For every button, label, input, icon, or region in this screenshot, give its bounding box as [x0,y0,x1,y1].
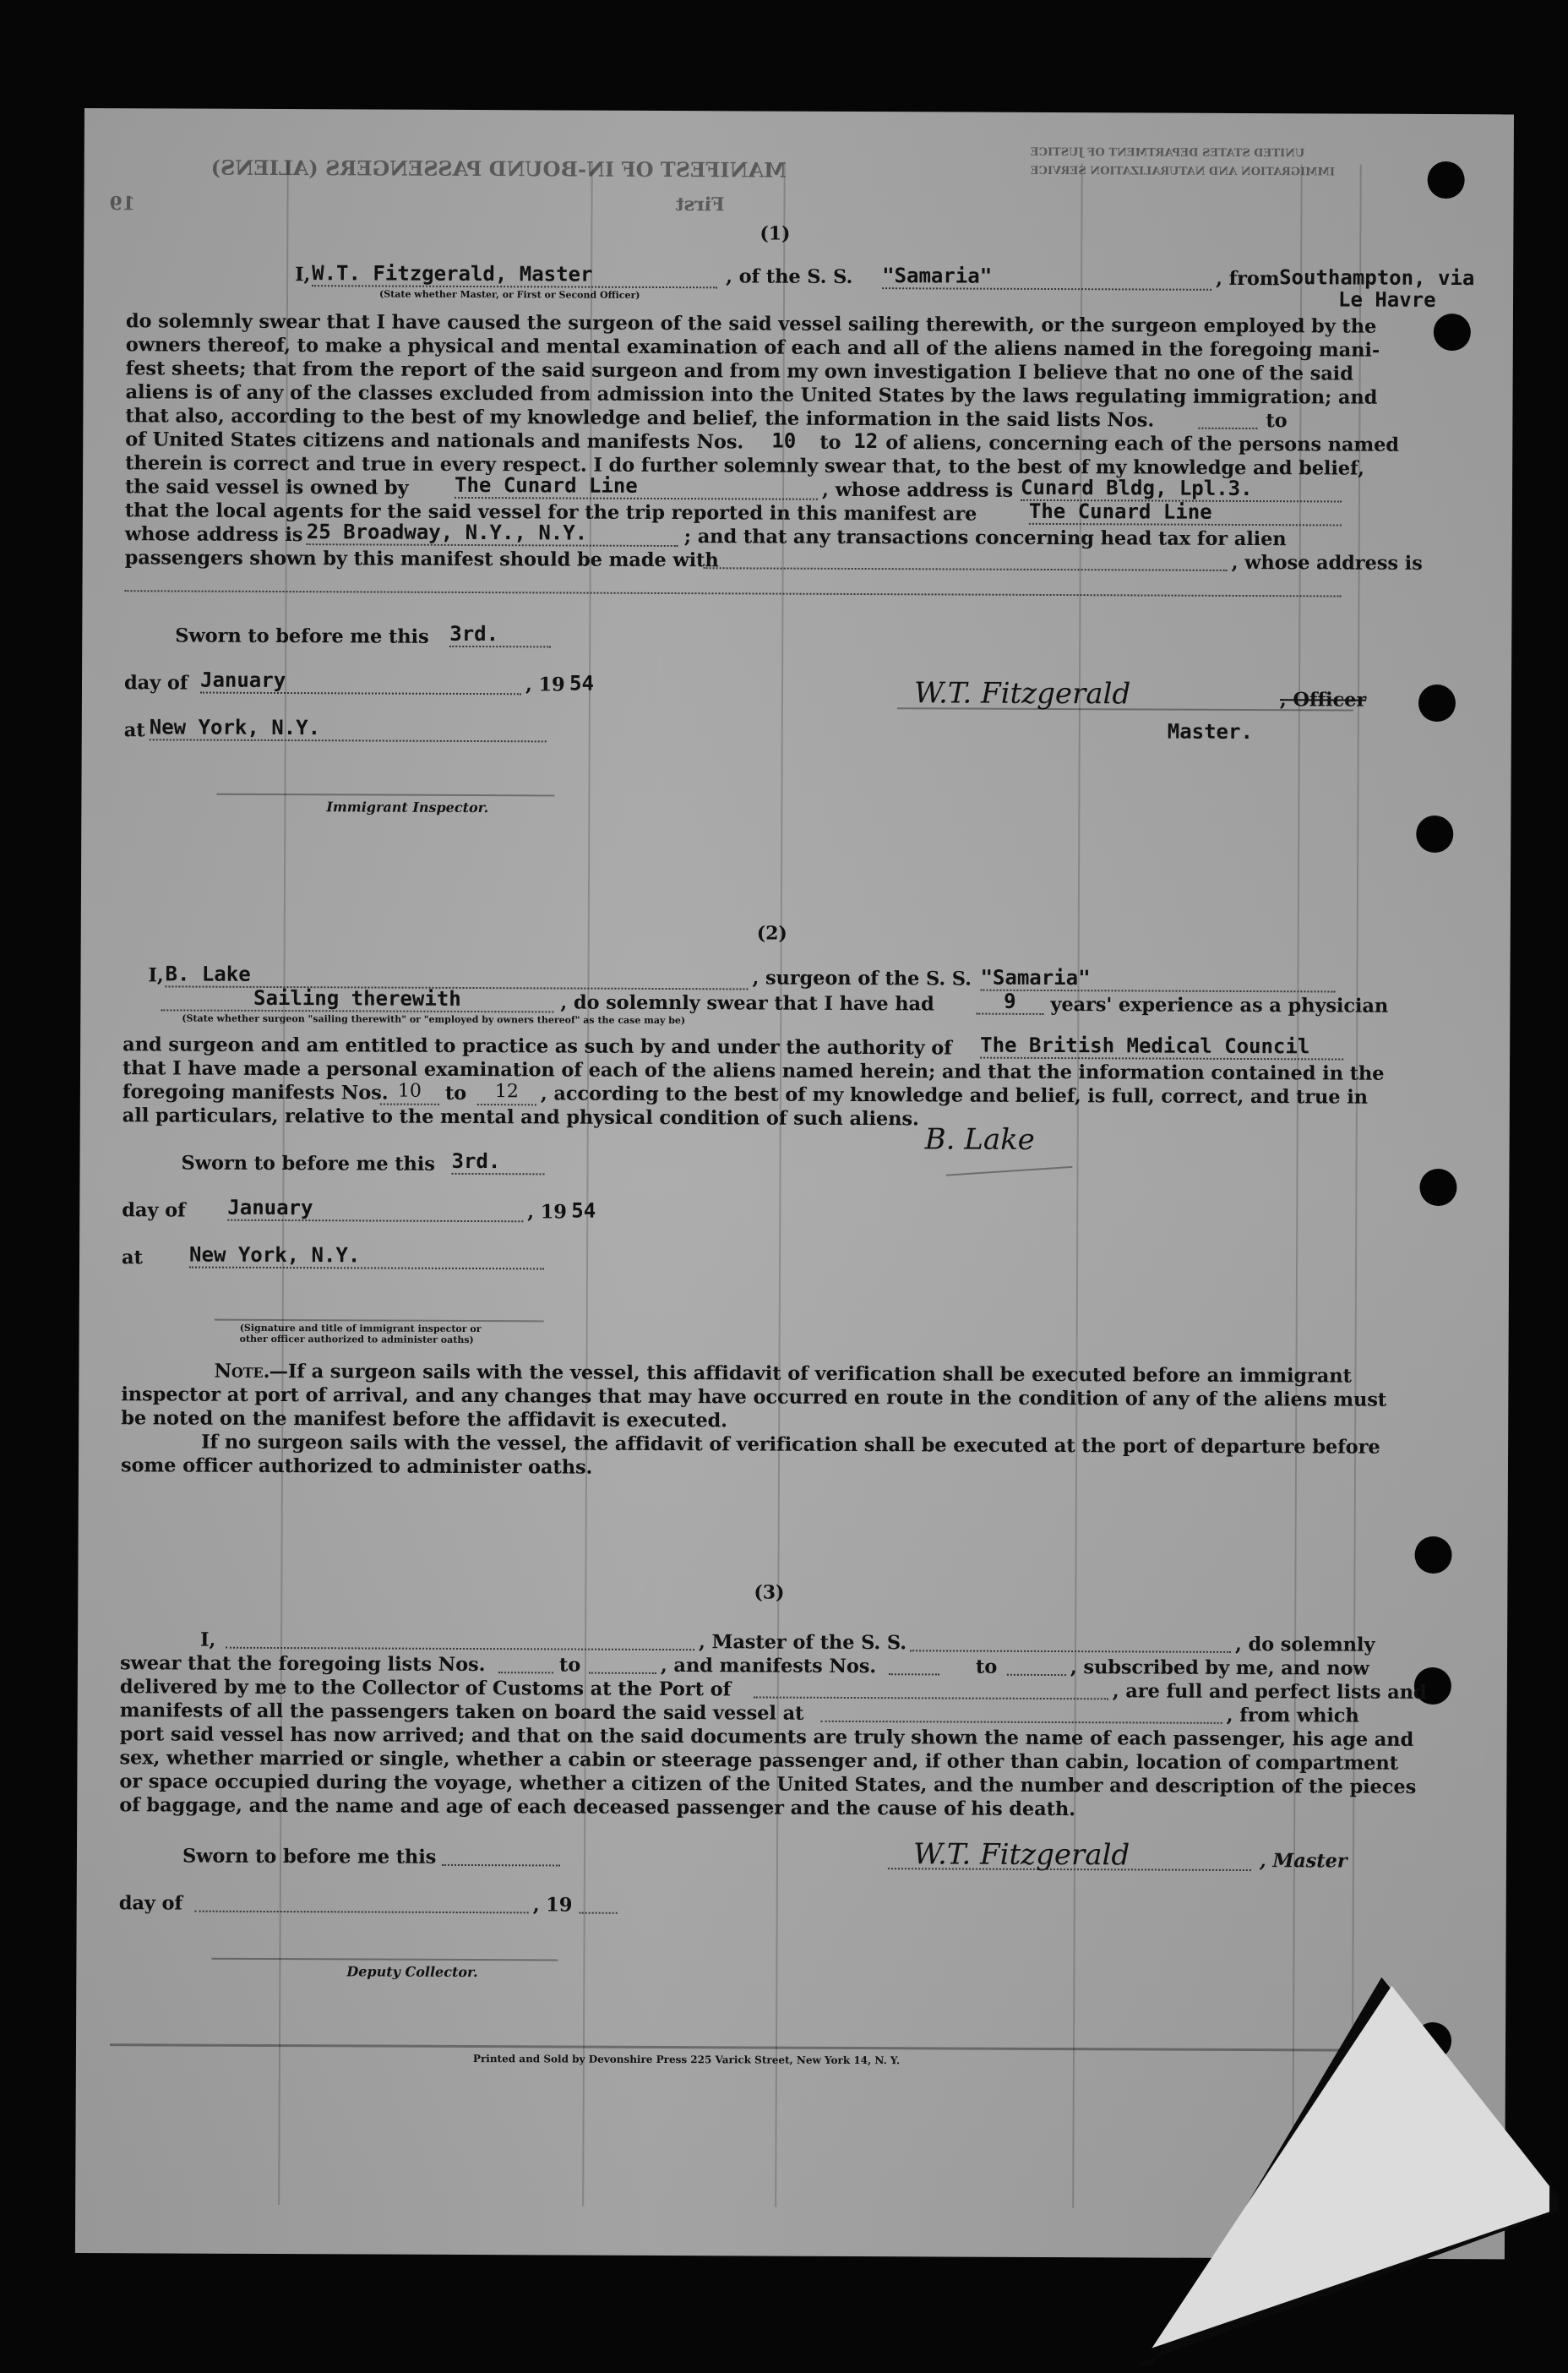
s1-master-name: W.T. Fitzgerald, Master [312,261,717,288]
s2-at-label: at [122,1247,143,1269]
s3-from-which: , from which [1226,1704,1359,1727]
s2-surgeon-name: B. Lake [165,962,748,990]
s1-para-line-7: therein is correct and true in every respect. I do further solemnly swear that, to the best of my knowledge and belief, [125,452,1364,480]
footer-rule [110,2043,1360,2051]
s1-manifest-from: 10 [771,428,797,453]
s2-day-of-label: day of [122,1199,186,1222]
s3-manifests-to-blank [1007,1657,1066,1676]
section-3-number: (3) [754,1581,785,1604]
s3-perfect-lists: , are full and perfect lists and [1112,1680,1427,1704]
s1-owner: The Cunard Line [455,473,818,500]
s2-note-line-5: some officer authorized to administer oaths. [120,1454,593,1479]
s1-agents-label: that the local agents for the said vessel for the trip reported in this manifest are [124,499,977,526]
s3-year-label: , 19 [532,1894,573,1917]
punch-hole [1428,161,1465,199]
s1-para-line-2: owners thereof, to make a physical and mental examination of each and all of the aliens named in the foregoing mani- [125,334,1380,362]
s1-head-tax-label: passengers shown by this manifest should be made with [124,547,719,572]
s1-lists-to: to [1266,410,1288,433]
s1-year-label: , 19 [525,674,565,696]
mirrored-service: IMMIGRATION AND NATURALIZATION SERVICE [1030,164,1335,179]
mirrored-dept: UNITED STATES DEPARTMENT OF JUSTICE [1030,145,1305,161]
s2-years: 9 [976,990,1043,1015]
s3-master-label: , Master [1259,1850,1348,1873]
s1-para-line-5: that also, according to the best of my knowledge and belief, the information in the said lists Nos. [125,405,1155,432]
s2-surgeon-of-label: , surgeon of the S. S. [752,967,972,990]
footer-printer: Printed and Sold by Devonshire Press 225 Varick Street, New York 14, N. Y. [472,2053,901,2067]
punch-hole [1418,685,1456,722]
s2-i-label: I, [148,964,164,987]
section-2-number: (2) [756,922,787,945]
s2-para-line-2: that I have made a personal examination of each of the aliens named herein; and that the information contained in the [122,1057,1385,1085]
s3-master-blank [226,1630,694,1650]
punch-hole [1414,1536,1451,1574]
mirrored-manifest-title: MANIFEST OF IN-BOUND PASSENGERS (ALIENS) [210,155,787,183]
s3-lists-label: swear that the foregoing lists Nos. [119,1652,486,1677]
s3-taken-on-blank [821,1704,1222,1724]
s3-solemnly: , do solemnly [1235,1633,1375,1656]
s2-year: 54 [571,1198,596,1223]
s1-head-tax-blank [704,548,1228,571]
s1-at-label: at [123,719,145,742]
s1-whose-address: , whose address is [1231,551,1423,575]
s2-note-line-4: If no surgeon sails with the vessel, the affidavit of verification shall be executed at the port of departure before [201,1431,1380,1459]
s3-lists-from-blank [498,1655,553,1673]
s3-master-of-label: , Master of the S. S. [699,1631,907,1655]
s3-collector-caption: Deputy Collector. [346,1963,478,1981]
s1-from-port: Southampton, via [1279,265,1475,291]
manifest-sheet [75,108,1514,2259]
s3-para-line-7: or space occupied during the voyage, whether a citizen of the United States, and the number and description of the pieces [119,1770,1417,1798]
s3-manifests-to-label: to [975,1656,998,1678]
s2-month: January [227,1196,523,1223]
s2-sailing-caption: (State whether surgeon "sailing therewith" or "employed by owners thereof" as the case may be) [182,1012,686,1027]
s2-para-line-3: , according to the best of my knowledge and belief, is full, correct, and true in [540,1083,1369,1109]
s2-sworn-day: 3rd. [451,1149,544,1175]
s1-from-port-2: Le Havre [1337,287,1436,312]
s1-agents: The Cunard Line [1029,499,1342,526]
s3-master-signature: W.T. Fitzgerald [912,1837,1130,1873]
mirrored-class: First [675,194,725,216]
s1-para-line-6b: of aliens, concerning each of the persons named [885,432,1400,456]
s3-day-blank [195,1894,529,1914]
s2-sworn-label: Sworn to before me this [181,1152,435,1176]
s3-manifests-label: , and manifests Nos. [660,1654,877,1678]
s2-note-line-1: —If a surgeon sails with the vessel, this affidavit of verification shall be executed before an immigrant [269,1360,1352,1388]
s1-head-tax-text: ; and that any transactions concerning head tax for alien [683,526,1287,551]
s1-master-caption: (State whether Master, or First or Second Officer) [379,288,640,301]
s2-nos-to: 12 [477,1080,536,1105]
s3-signature-line [888,1851,1251,1871]
s3-sworn-blank [442,1847,560,1867]
s1-from-label: , from [1216,267,1280,291]
s1-manifest-to: 12 [853,428,879,454]
s3-i-label: I, [200,1628,216,1651]
s2-place: New York, N.Y. [189,1243,544,1270]
mirrored-year: 19 [109,193,136,215]
s1-para-line-1: do solemnly swear that I have caused the surgeon of the said vessel sailing therewith, or the surgeon employed by the [125,310,1377,338]
s1-agents-address: 25 Broadway, N.Y., N.Y. [307,520,678,547]
s1-para-line-4: aliens is of any of the classes excluded from admission into the United States by the laws regulating immigration; and [125,381,1378,409]
s1-sworn-label: Sworn to before me this [175,625,429,648]
s2-note-line-3: be noted on the manifest before the affidavit is executed. [121,1407,728,1432]
s1-master-typed: Master. [1167,719,1254,745]
s1-inspector-caption: Immigrant Inspector. [326,799,489,816]
s3-year-blank [580,1896,618,1914]
s2-authority: The British Medical Council [980,1034,1343,1061]
s2-officer-line [215,1319,544,1323]
punch-hole [1419,1169,1456,1206]
s2-note-label: Note. [214,1360,270,1383]
s2-nos-to-label: to [444,1082,467,1105]
s2-note-line-2: inspector at port of arrival, and any changes that may have occurred en route in the condition of any of the aliens must [121,1383,1387,1411]
s1-master-signature: W.T. Fitzgerald [913,676,1131,712]
section-1-number: (1) [760,222,791,245]
s2-para-line-4: all particulars, relative to the mental and physical condition of such aliens. [122,1105,919,1131]
s2-authority-label: and surgeon and am entitled to practice as such by and under the authority of [122,1034,952,1060]
s2-officer-caption-2: other officer authorized to administer oaths) [239,1333,474,1346]
s1-place: New York, N.Y. [150,715,547,742]
s2-year-label: , 19 [527,1201,567,1224]
s2-signature-stroke [946,1166,1073,1176]
s1-vessel: "Samaria" [882,264,1211,291]
s1-of-ss-label: , of the S. S. [726,265,853,288]
s3-lists-to-label: to [558,1654,581,1677]
s3-port-blank [754,1679,1108,1699]
s1-address-blank [125,573,1342,597]
s2-sailing: Sailing therewith [161,985,553,1012]
s2-swear-label: , do solemnly swear that I have had [560,991,934,1016]
s1-para-line-6a: of United States citizens and nationals and manifests Nos. [125,428,744,454]
punch-hole [1434,314,1471,351]
s1-lists-blank [1198,409,1257,429]
s1-sworn-day: 3rd. [449,622,551,648]
s1-para-line-3: fest sheets; that from the report of the said surgeon and from my own investigation I believe that no one of the said [125,357,1353,385]
s1-owner-address: Cunard Bldg, Lpl.3. [1021,476,1342,503]
s3-vessel-blank [910,1633,1231,1653]
s3-para-line-5: port said vessel has now arrived; and that on the said documents are truly shown the name of each passenger, his age and [119,1723,1414,1751]
s1-owned-by-label: the said vessel is owned by [124,476,409,499]
s3-sworn-label: Sworn to before me this [182,1845,437,1868]
s1-officer-struck: , Officer [1279,689,1367,712]
punch-hole [1416,816,1453,853]
s2-nos-from: 10 [380,1080,439,1105]
s3-lists-to-blank [589,1656,656,1674]
s1-month: January [200,668,521,696]
s3-para-line-6: sex, whether married or single, whether a cabin or steerage passenger and, if other than cabin, location of compartment [119,1747,1398,1775]
s1-i-label: I, [295,264,311,286]
s1-manifest-to-label: to [819,431,841,454]
s3-manifests-from-blank [889,1656,939,1675]
s3-taken-on-label: manifests of all the passengers taken on board the said vessel at [119,1699,804,1725]
s2-experience-label: years' experience as a physician [1050,993,1389,1017]
s1-owner-address-label: , whose address is [821,478,1014,502]
s2-vessel: "Samaria" [980,966,1335,993]
s1-year: 54 [569,671,595,696]
s3-para-line-8: of baggage, and the name and age of each deceased passenger and the cause of his death. [119,1794,1075,1821]
s2-surgeon-signature: B. Lake [924,1122,1035,1157]
s3-port-label: delivered by me to the Collector of Customs at the Port of [119,1676,732,1701]
s3-subscribed: , subscribed by me, and now [1070,1656,1369,1680]
s1-day-of-label: day of [123,672,188,695]
s2-officer-caption-1: (Signature and title of immigrant inspector or [239,1322,482,1335]
s1-agents-address-label: whose address is [124,523,303,547]
s2-nos-label: foregoing manifests Nos. [122,1081,389,1105]
s3-day-of-label: day of [118,1892,183,1915]
